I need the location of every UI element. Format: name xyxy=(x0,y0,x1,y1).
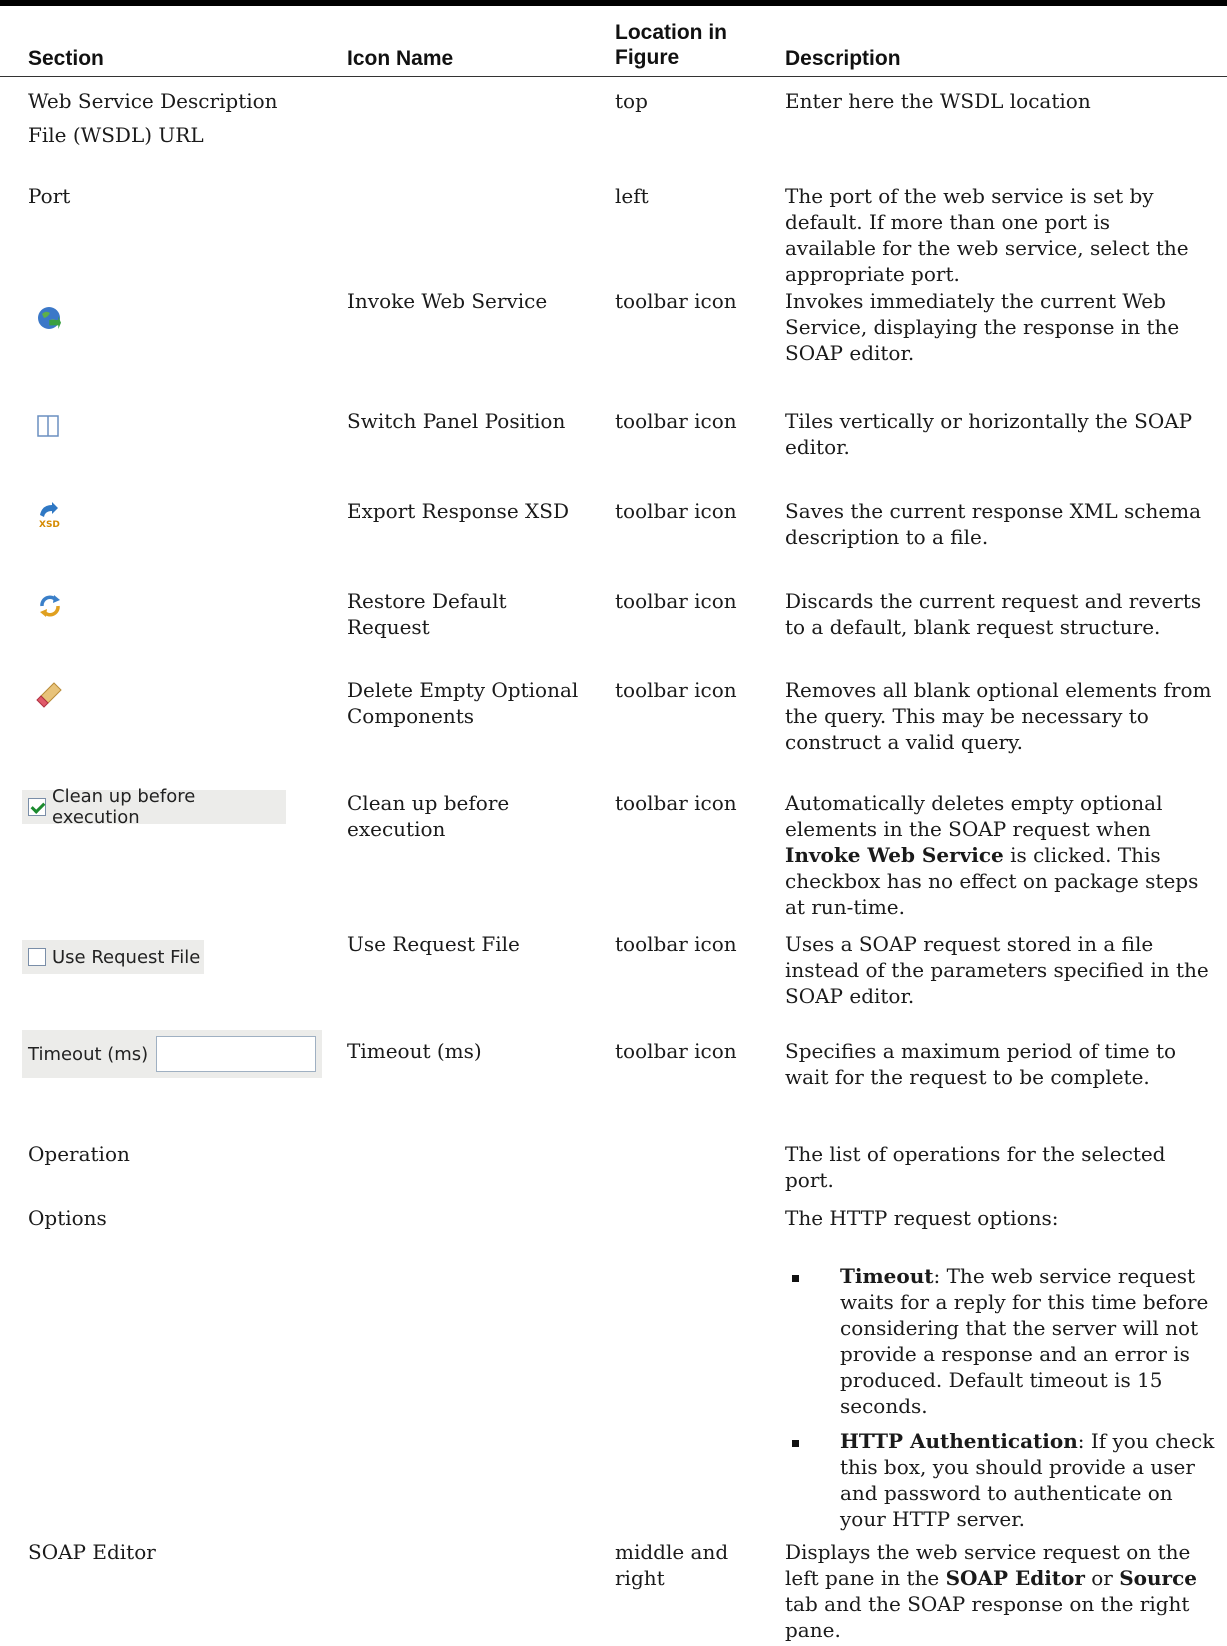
header-description: Description xyxy=(785,47,901,70)
bullet-marker xyxy=(792,1440,799,1447)
row-invoke-icon-name: Invoke Web Service xyxy=(347,289,548,313)
cleanup-checkbox-label: Clean up before execution xyxy=(52,786,196,828)
row-delete-location: toolbar icon xyxy=(615,678,737,702)
row-restore-description: Discards the current request and reverts to a default, blank request structure. xyxy=(785,589,1202,639)
row-port-section: Port xyxy=(28,184,71,208)
row-soap-section: SOAP Editor xyxy=(28,1540,156,1564)
header-location: Location in Figure xyxy=(615,21,727,69)
row-restore-icon-name: Restore Default Request xyxy=(347,589,507,639)
export-xsd-icon[interactable] xyxy=(36,501,64,529)
header-icon-name: Icon Name xyxy=(347,47,454,70)
row-timeout-icon-name: Timeout (ms) xyxy=(347,1039,482,1063)
row-soap-description: Displays the web service request on the left pane in the SOAP Editor or Source tab and the SOAP response on the right pane. xyxy=(785,1540,1197,1642)
row-cleanup-icon-name: Clean up before execution xyxy=(347,791,510,841)
split-panel-icon[interactable] xyxy=(37,415,59,437)
row-switch-icon-name: Switch Panel Position xyxy=(347,409,566,433)
use-request-file-label: Use Request File xyxy=(52,946,201,968)
use-request-file-checkbox[interactable] xyxy=(28,948,46,966)
xsd-label: XSD xyxy=(39,520,60,529)
row-wsdl-description: Enter here the WSDL location xyxy=(785,89,1091,113)
row-switch-description: Tiles vertically or horizontally the SOAP editor. xyxy=(785,409,1193,459)
row-export-icon-name: Export Response XSD xyxy=(347,499,569,523)
row-userequest-description: Uses a SOAP request stored in a file instead of the parameters specified in the SOAP editor. xyxy=(785,932,1209,1008)
use-request-file-widget[interactable] xyxy=(22,940,204,974)
eraser-icon[interactable] xyxy=(36,680,64,708)
row-options-section: Options xyxy=(28,1206,107,1230)
row-operation-description: The list of operations for the selected port. xyxy=(785,1142,1166,1192)
restore-arrows-icon[interactable] xyxy=(36,592,64,620)
row-soap-location: middle and right xyxy=(615,1540,729,1590)
timeout-input[interactable] xyxy=(156,1036,316,1072)
header-rule xyxy=(0,76,1227,77)
timeout-label: Timeout (ms) xyxy=(28,1043,149,1065)
options-bullet-http-auth: HTTP Authentication: If you check this box, you should provide a user and password to authenticate on your HTTP server. xyxy=(840,1429,1215,1531)
row-restore-location: toolbar icon xyxy=(615,589,737,613)
row-invoke-description: Invokes immediately the current Web Service, displaying the response in the SOAP editor. xyxy=(785,289,1180,365)
row-userequest-icon-name: Use Request File xyxy=(347,932,520,956)
row-port-description: The port of the web service is set by default. If more than one port is available for the web service, select the appropriate port. xyxy=(785,184,1189,286)
row-timeout-location: toolbar icon xyxy=(615,1039,737,1063)
bullet-marker xyxy=(792,1275,799,1282)
row-timeout-description: Specifies a maximum period of time to wait for the request to be complete. xyxy=(785,1039,1177,1089)
row-export-description: Saves the current response XML schema description to a file. xyxy=(785,499,1202,549)
row-cleanup-description: Automatically deletes empty optional elements in the SOAP request when Invoke Web Service is clicked. This checkbox has no effect on package steps at run-time. xyxy=(785,791,1199,919)
row-userequest-location: toolbar icon xyxy=(615,932,737,956)
row-port-location: left xyxy=(615,184,649,208)
row-wsdl-location: top xyxy=(615,89,648,113)
row-wsdl-section: Web Service Description File (WSDL) URL xyxy=(28,89,278,147)
cleanup-checkbox[interactable] xyxy=(28,798,46,816)
row-operation-section: Operation xyxy=(28,1142,130,1166)
options-bullet-timeout: Timeout: The web service request waits for a reply for this time before considering that the server will not provide a response and an error is produced. Default timeout is 15 seconds. xyxy=(840,1264,1209,1418)
row-delete-icon-name: Delete Empty Optional Components xyxy=(347,678,579,728)
table-top-rule xyxy=(0,0,1227,6)
row-delete-description: Removes all blank optional elements from the query. This may be necessary to construct a valid query. xyxy=(785,678,1212,754)
cleanup-checkbox-widget[interactable] xyxy=(22,786,286,828)
timeout-widget xyxy=(22,1030,322,1078)
row-export-location: toolbar icon xyxy=(615,499,737,523)
row-options-description: The HTTP request options: xyxy=(785,1206,1059,1230)
invoke-globe-icon[interactable] xyxy=(36,305,66,335)
row-switch-location: toolbar icon xyxy=(615,409,737,433)
header-section: Section xyxy=(28,47,104,70)
row-invoke-location: toolbar icon xyxy=(615,289,737,313)
row-cleanup-location: toolbar icon xyxy=(615,791,737,815)
